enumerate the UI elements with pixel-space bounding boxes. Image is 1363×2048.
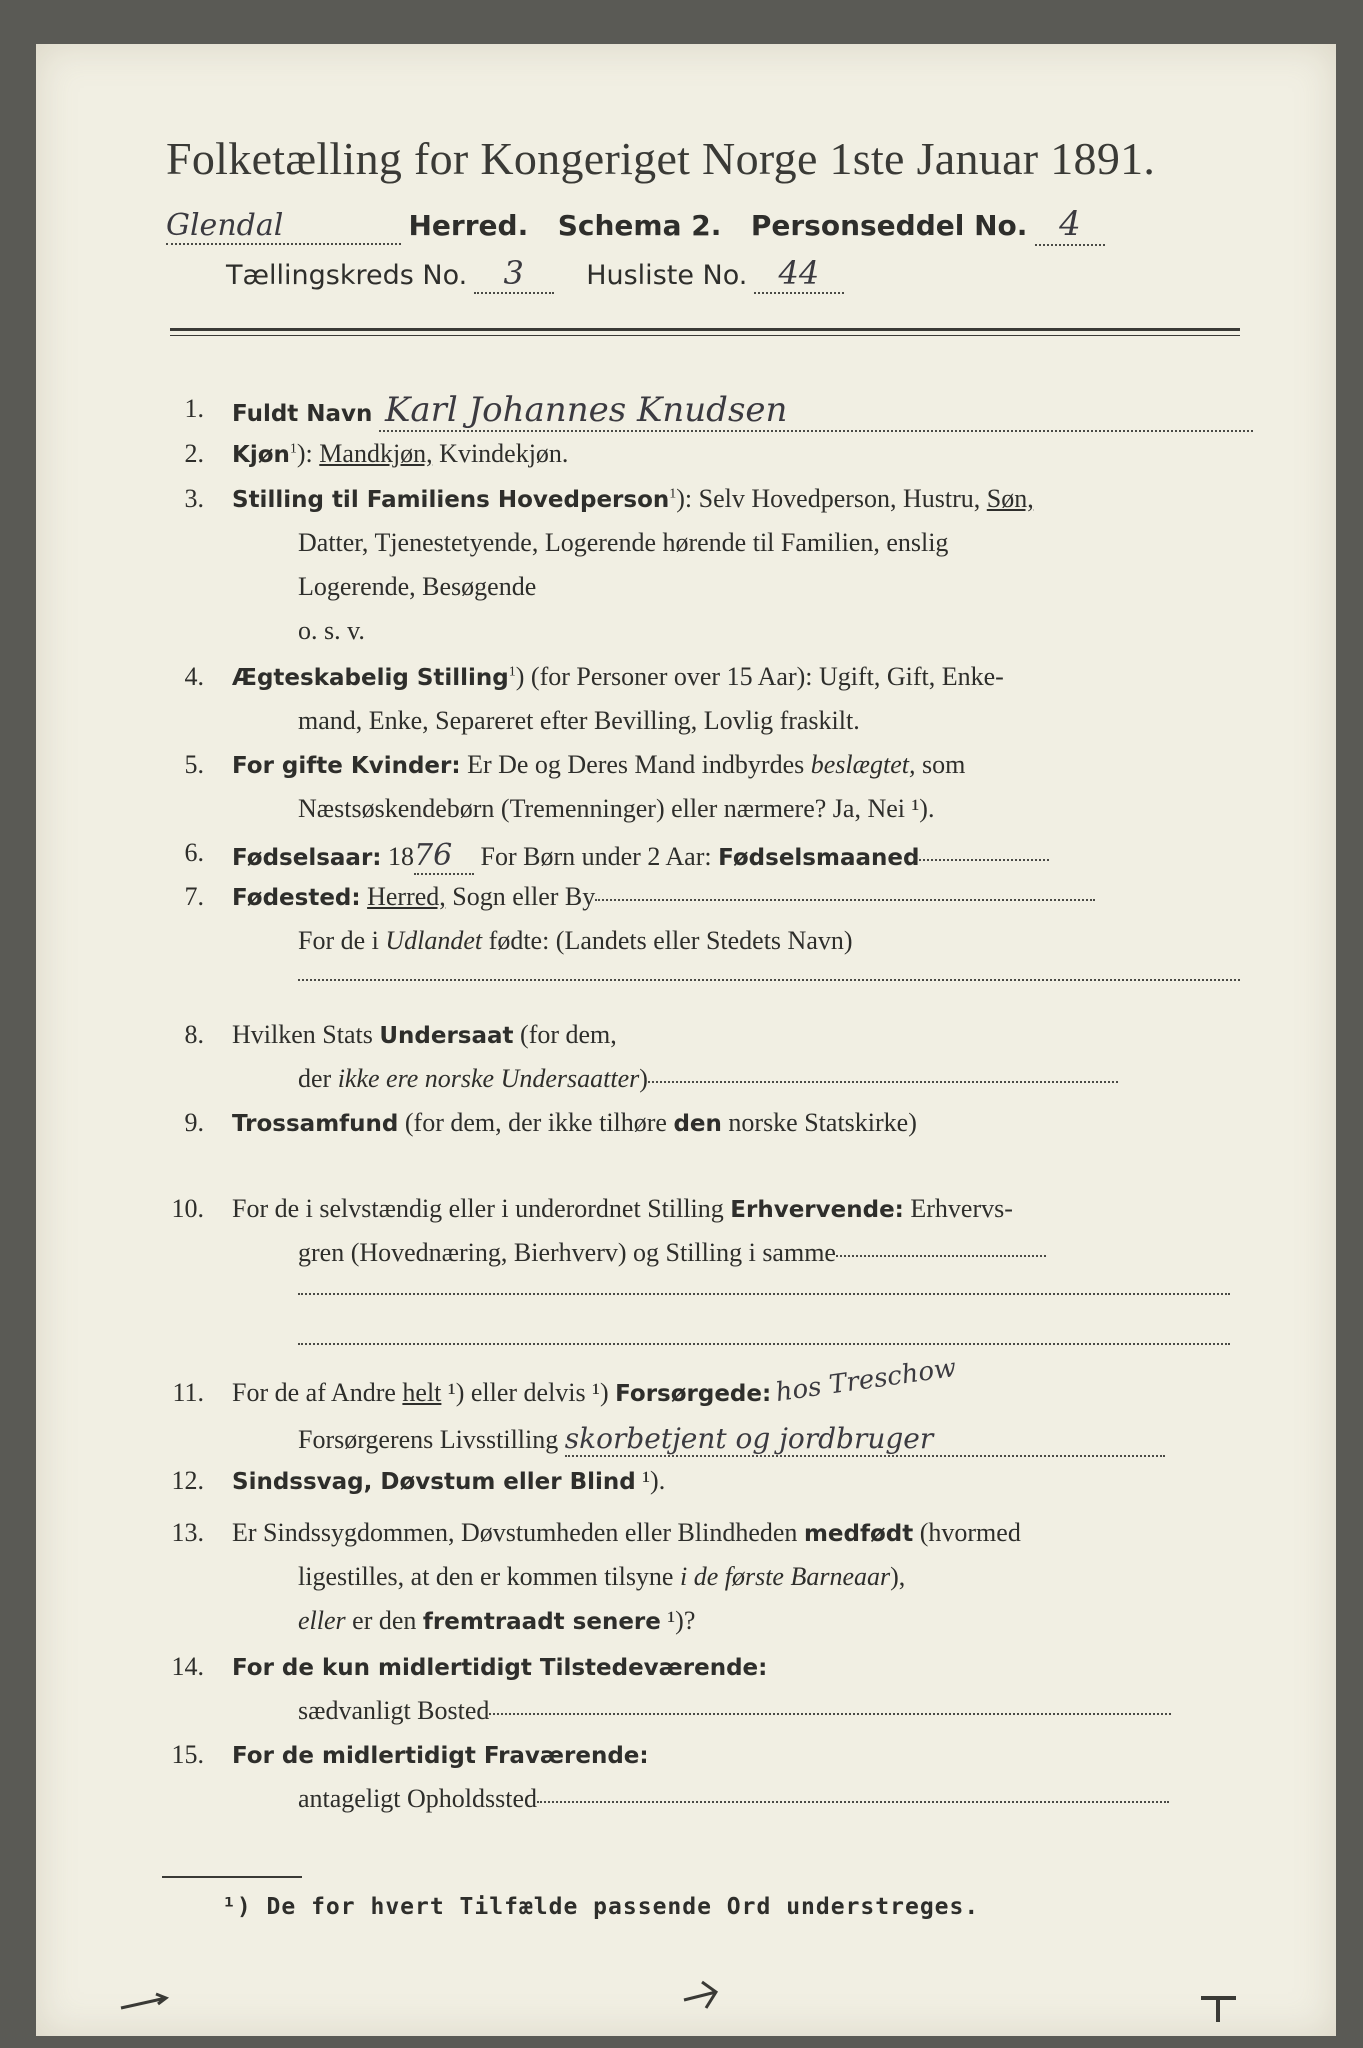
q7-line2 <box>298 926 853 956</box>
q4-label: Ægteskabelig Stilling <box>232 665 509 691</box>
q6-label2: Fødselsmaaned <box>718 845 920 871</box>
q14-line2-text: sædvanligt Bosted <box>298 1696 490 1725</box>
q7-answer-line <box>298 978 1240 981</box>
q13-text: Er Sindssygdommen, Døvstumheden eller Blindheden <box>232 1518 804 1547</box>
q6-fill <box>919 858 1049 861</box>
q15-fill <box>537 1800 1169 1803</box>
q11-option-helt: helt <box>402 1378 442 1407</box>
q5-label: For gifte Kvinder: <box>232 753 461 779</box>
item-number: 14. <box>171 1652 204 1681</box>
q11-value: hos Treschow <box>773 1352 958 1408</box>
corner-mark-right-icon <box>1196 1988 1246 2028</box>
personseddel-value: 4 <box>1035 204 1105 246</box>
q10-label: Erhvervende: <box>730 1197 904 1223</box>
q13-bold: medfødt <box>803 1521 914 1547</box>
header-rule-thin <box>170 335 1240 336</box>
q9-row <box>232 1108 917 1138</box>
q13-line2 <box>298 1562 905 1592</box>
q7-line2-italic: Udlandet <box>385 926 483 955</box>
q11-value2: skorbetjent og jordbruger <box>565 1422 1165 1457</box>
q10-answer-line-2 <box>298 1342 1230 1345</box>
item-number: 6. <box>184 838 204 867</box>
schema-label: Schema 2. <box>557 209 722 242</box>
item-number: 11. <box>172 1378 204 1407</box>
q11-label: Forsørgede: <box>615 1381 772 1407</box>
q7-option-herred: Herred, <box>367 882 446 911</box>
q8-line2-italic: ikke ere norske Undersaatter <box>337 1064 640 1093</box>
q8-fill <box>648 1080 1118 1083</box>
kreds-value: 3 <box>474 254 554 294</box>
q14-line2 <box>298 1696 1171 1726</box>
item-number: 8. <box>184 1020 204 1049</box>
herred-label: Herred. <box>408 209 529 242</box>
q14-label: For de kun midlertidigt Tilstedeværende: <box>232 1655 768 1681</box>
q10-answer-line-1 <box>298 1292 1230 1295</box>
q15-line2-text: antageligt Opholdssted <box>298 1784 538 1813</box>
q3-line3: Logerende, Besøgende <box>298 572 537 601</box>
q13-line3 <box>298 1606 695 1636</box>
q12-row <box>232 1466 665 1496</box>
q13-line3-b: ¹)? <box>660 1606 696 1635</box>
herred-value: Glendal <box>166 208 401 245</box>
q13-row <box>232 1518 1021 1548</box>
q8-row <box>232 1020 617 1050</box>
item-number: 12. <box>171 1466 204 1495</box>
q2-option-mandkjon: Mandkjøn, <box>319 439 433 468</box>
footnote-rule <box>162 1876 302 1878</box>
q5-text-b: som <box>915 750 966 779</box>
q6-row <box>232 838 1049 875</box>
q8-line2-a: der <box>298 1064 338 1093</box>
q10-text: For de i selvstændig eller i underordnet Stilling <box>232 1194 731 1223</box>
item-number: 15. <box>171 1740 204 1769</box>
q7-text: Sogn eller By <box>445 882 596 911</box>
q7-fill <box>595 898 1095 901</box>
corner-mark-center-icon <box>676 1978 726 2018</box>
husliste-value: 44 <box>754 254 844 294</box>
q8-label: Undersaat <box>379 1023 514 1049</box>
q2-text: ): <box>296 439 320 468</box>
q11-row <box>232 1352 959 1408</box>
header-rule <box>170 328 1240 331</box>
q11-text-b: ¹) eller delvis ¹) <box>441 1378 616 1407</box>
q4-line2: mand, Enke, Separeret efter Bevilling, Lovlig fraskilt. <box>298 706 860 735</box>
q4-sup: 1 <box>508 664 516 680</box>
q11-line2 <box>298 1422 1165 1457</box>
q7-row <box>232 882 1095 912</box>
q13-line2-b: ), <box>890 1562 906 1591</box>
item-number: 5. <box>184 750 204 779</box>
q11-line2-text: Forsørgerens Livsstilling <box>298 1425 559 1454</box>
q13-line3-bold: fremtraadt senere <box>422 1609 661 1635</box>
q14-fill <box>489 1712 1171 1715</box>
q2-sup: 1 <box>289 441 297 457</box>
q10-line2-text: gren (Hovednæring, Bierhverv) og Stilling i samme <box>298 1238 836 1267</box>
q11-text: For de af Andre <box>232 1378 403 1407</box>
q9-bold: den <box>673 1111 722 1137</box>
q3-sup: 1 <box>669 486 677 502</box>
q6-value: 76 <box>414 838 474 875</box>
q13-line3-italic: eller <box>298 1606 346 1635</box>
q9-label: Trossamfund <box>232 1111 399 1137</box>
q4-row <box>232 662 1004 692</box>
q1-row <box>232 390 1253 432</box>
q15-row <box>232 1740 649 1770</box>
q8-text: Hvilken Stats <box>232 1020 380 1049</box>
q3-row <box>232 484 1034 514</box>
q6-label: Fødselsaar: <box>232 845 382 871</box>
q9-text: (for dem, der ikke tilhøre <box>398 1108 674 1137</box>
item-number: 1. <box>184 394 204 423</box>
q2-label: Kjøn <box>232 442 290 468</box>
q7-line2-b: fødte: (Landets eller Stedets Navn) <box>482 926 853 955</box>
q10-line2 <box>298 1238 1046 1268</box>
q2-option-kvindekjon: Kvindekjøn. <box>432 439 569 468</box>
q8-line2-b: ) <box>639 1064 648 1093</box>
q1-value: Karl Johannes Knudsen <box>379 390 1253 432</box>
item-number: 3. <box>184 484 204 513</box>
q13-line2-a: ligestilles, at den er kommen tilsyne <box>298 1562 680 1591</box>
q8-text-b: (for dem, <box>513 1020 617 1049</box>
q15-line2 <box>298 1784 1169 1814</box>
q3-text: ): Selv Hovedperson, Hustru, <box>676 484 987 513</box>
q4-text: ) (for Personer over 15 Aar): Ugift, Gift, Enke- <box>515 662 1004 691</box>
q5-line2: Næstsøskendebørn (Tremenninger) eller nærmere? Ja, Nei ¹). <box>298 794 935 823</box>
q3-option-son: Søn, <box>986 484 1034 513</box>
kreds-row <box>226 254 844 294</box>
q5-row <box>232 750 965 780</box>
q13-line3-a: er den <box>345 1606 423 1635</box>
q13-line2-italic: i de første Barneaar <box>679 1562 891 1591</box>
q1-label: Fuldt Navn <box>232 401 373 427</box>
q14-row <box>232 1652 767 1682</box>
kreds-label: Tællingskreds No. <box>226 260 468 291</box>
q10-text-b: Erhvervs- <box>903 1194 1013 1223</box>
q3-line2: Datter, Tjenestetyende, Logerende hørende til Familien, enslig <box>298 528 949 557</box>
q3-label: Stilling til Familiens Hovedperson <box>232 487 670 513</box>
corner-mark-left-icon <box>116 1988 176 2018</box>
q10-fill <box>836 1254 1046 1257</box>
item-number: 7. <box>184 882 204 911</box>
q15-label: For de midlertidigt Fraværende: <box>232 1743 649 1769</box>
footnote: ¹) De for hvert Tilfælde passende Ord understreges. <box>222 1894 980 1920</box>
q12-text: ¹). <box>635 1466 666 1495</box>
q6-text: For Børn under 2 Aar: <box>474 842 719 871</box>
item-number: 13. <box>171 1518 204 1547</box>
q12-label: Sindssvag, Døvstum eller Blind <box>232 1469 636 1495</box>
q2-row <box>232 439 568 469</box>
item-number: 9. <box>184 1108 204 1137</box>
q7-line2-a: For de i <box>298 926 386 955</box>
q10-row <box>232 1194 1013 1224</box>
herred-row <box>166 204 1105 246</box>
item-number: 2. <box>184 439 204 468</box>
q5-italic: beslægtet, <box>810 750 916 779</box>
q9-text-b: norske Statskirke) <box>721 1108 917 1137</box>
item-number: 10. <box>171 1194 204 1223</box>
q5-text: Er De og Deres Mand indbyrdes <box>460 750 811 779</box>
q13-text-b: (hvormed <box>913 1518 1021 1547</box>
census-form-sheet <box>36 44 1336 2036</box>
q8-line2 <box>298 1064 1118 1094</box>
q6-prefix: 18 <box>381 842 414 871</box>
q7-label: Fødested: <box>232 885 361 911</box>
form-title: Folketælling for Kongeriget Norge 1ste Januar 1891. <box>166 133 1156 184</box>
personseddel-label: Personseddel No. <box>750 209 1028 242</box>
item-number: 4. <box>184 662 204 691</box>
q3-line4: o. s. v. <box>298 616 365 645</box>
husliste-label: Husliste No. <box>586 260 748 291</box>
